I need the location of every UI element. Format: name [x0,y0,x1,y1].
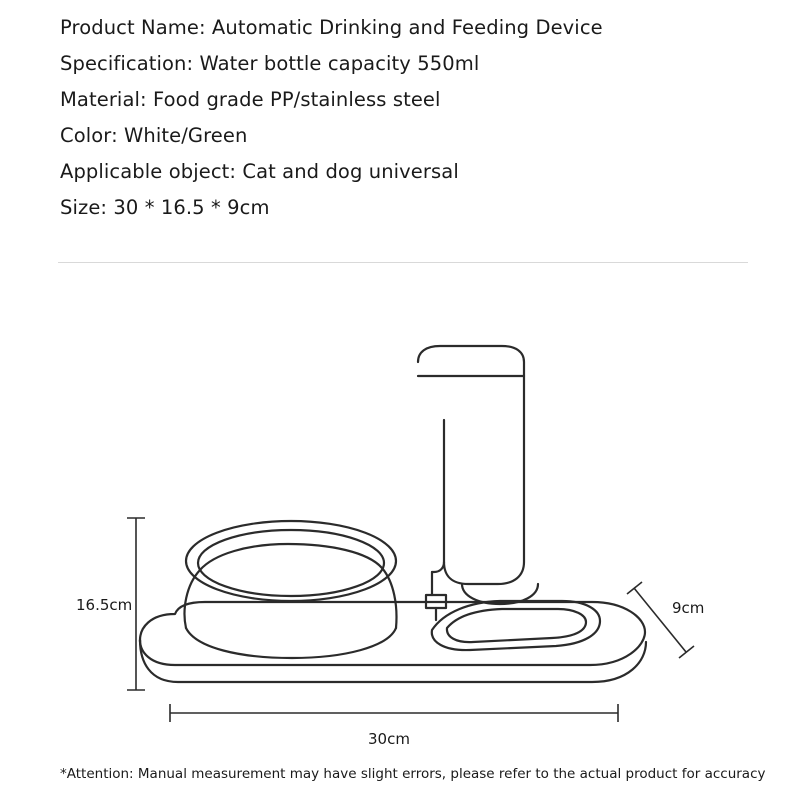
spec-line-size: Size: 30 * 16.5 * 9cm [60,196,270,219]
section-divider [58,262,748,263]
base-tray-front [140,640,646,682]
dimension-width [170,704,618,722]
product-dimension-diagram [0,290,800,760]
water-bottle-body [418,346,524,584]
food-bowl-inner-rim [198,530,384,596]
dimension-depth [627,582,694,658]
food-bowl-base-join [186,628,396,658]
spec-line-color: Color: White/Green [60,124,248,147]
water-tray-inner [447,609,586,642]
dimension-depth-label: 9cm [672,599,705,617]
spec-line-specification: Specification: Water bottle capacity 550ml [60,52,480,75]
food-bowl-rim [186,521,396,601]
attention-note: *Attention: Manual measurement may have slight errors, please refer to the actual product for accuracy [60,766,766,782]
spec-line-applicable-object: Applicable object: Cat and dog universal [60,160,459,183]
food-bowl-body [185,544,397,628]
water-bottle-shoulder [432,562,444,572]
product-spec-list [60,10,750,226]
spec-line-material: Material: Food grade PP/stainless steel [60,88,441,111]
spec-line-product-name: Product Name: Automatic Drinking and Feeding Device [60,16,603,39]
dimension-height-label: 16.5cm [76,596,133,614]
dimension-width-label: 30cm [368,730,410,748]
